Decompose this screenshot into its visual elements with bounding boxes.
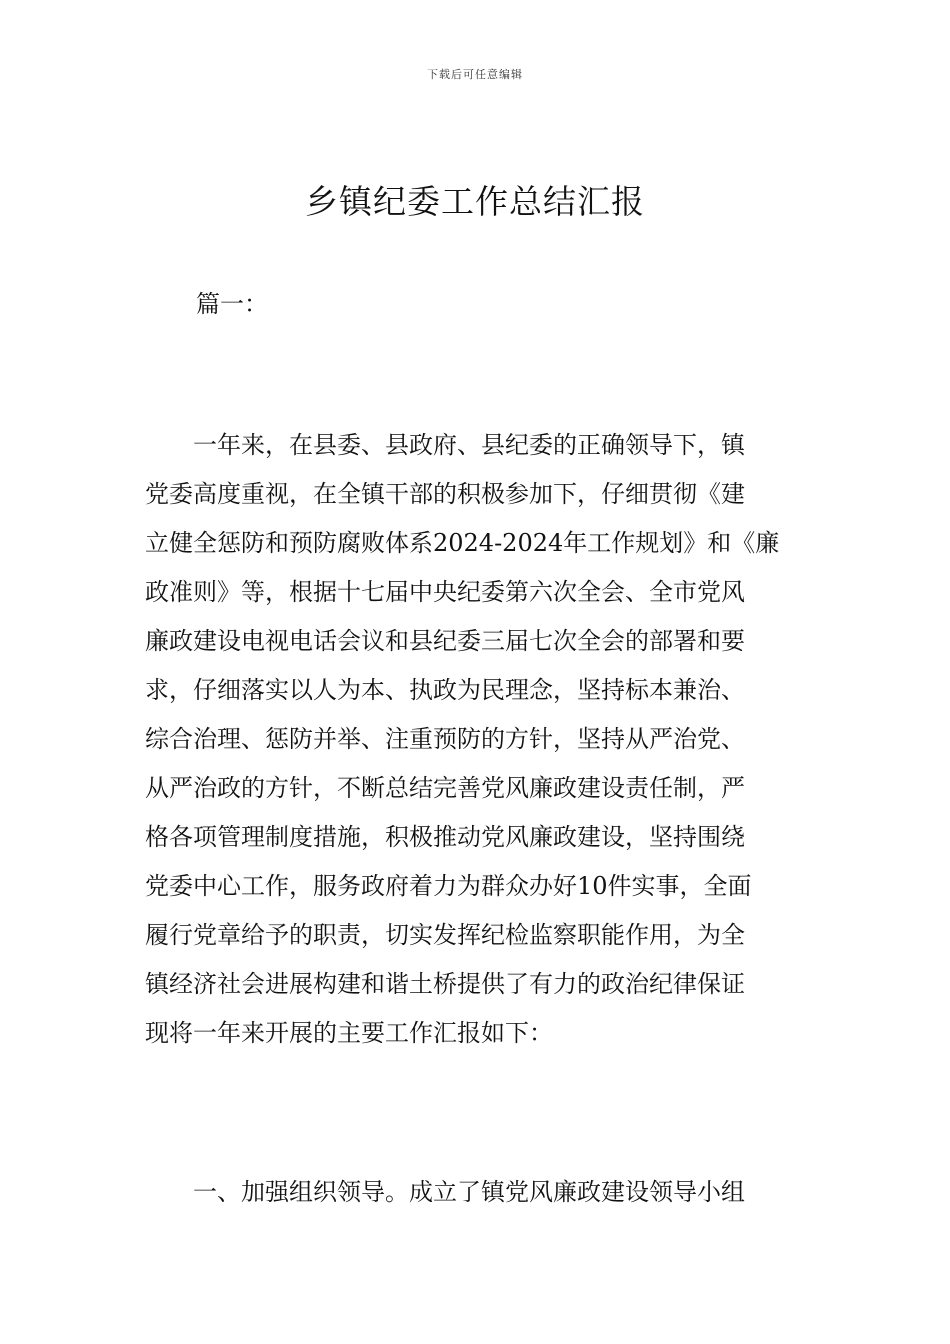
paragraph-line: 现将一年来开展的主要工作汇报如下：: [145, 1019, 553, 1047]
paragraph-line: 政准则》等，根据十七届中央纪委第六次全会、全市党风: [145, 578, 745, 606]
paragraph-main: [145, 421, 810, 1058]
document-title: 乡镇纪委工作总结汇报: [305, 182, 645, 221]
paragraph-line: 立健全惩防和预防腐败体系2024-2024年工作规划》和《廉: [145, 529, 780, 557]
paragraph-line: 党委高度重视，在全镇干部的积极参加下，仔细贯彻《建: [145, 480, 745, 508]
paragraph-line: 求，仔细落实以人为本、执政为民理念，坚持标本兼治、: [145, 676, 745, 704]
paragraph-line: 廉政建设电视电话会议和县纪委三届七次全会的部署和要: [145, 627, 745, 655]
paragraph-line: 一、加强组织领导。成立了镇党风廉政建设领导小组: [145, 1178, 745, 1206]
header-note: 下载后可任意编辑: [427, 68, 523, 81]
paragraph-section-one: [145, 1168, 810, 1217]
paragraph-line: 一年来，在县委、县政府、县纪委的正确领导下，镇: [145, 431, 745, 459]
paragraph-line: 格各项管理制度措施，积极推动党风廉政建设，坚持围绕: [145, 823, 745, 851]
paragraph-line: 镇经济社会进展构建和谐土桥提供了有力的政治纪律保证: [145, 970, 745, 998]
paragraph-line: 综合治理、惩防并举、注重预防的方针，坚持从严治党、: [145, 725, 745, 753]
section-label: 篇一：: [196, 290, 268, 318]
paragraph-line: 履行党章给予的职责，切实发挥纪检监察职能作用，为全: [145, 921, 745, 949]
paragraph-line: 从严治政的方针，不断总结完善党风廉政建设责任制，严: [145, 774, 745, 802]
paragraph-line: 党委中心工作，服务政府着力为群众办好10件实事，全面: [145, 872, 752, 900]
